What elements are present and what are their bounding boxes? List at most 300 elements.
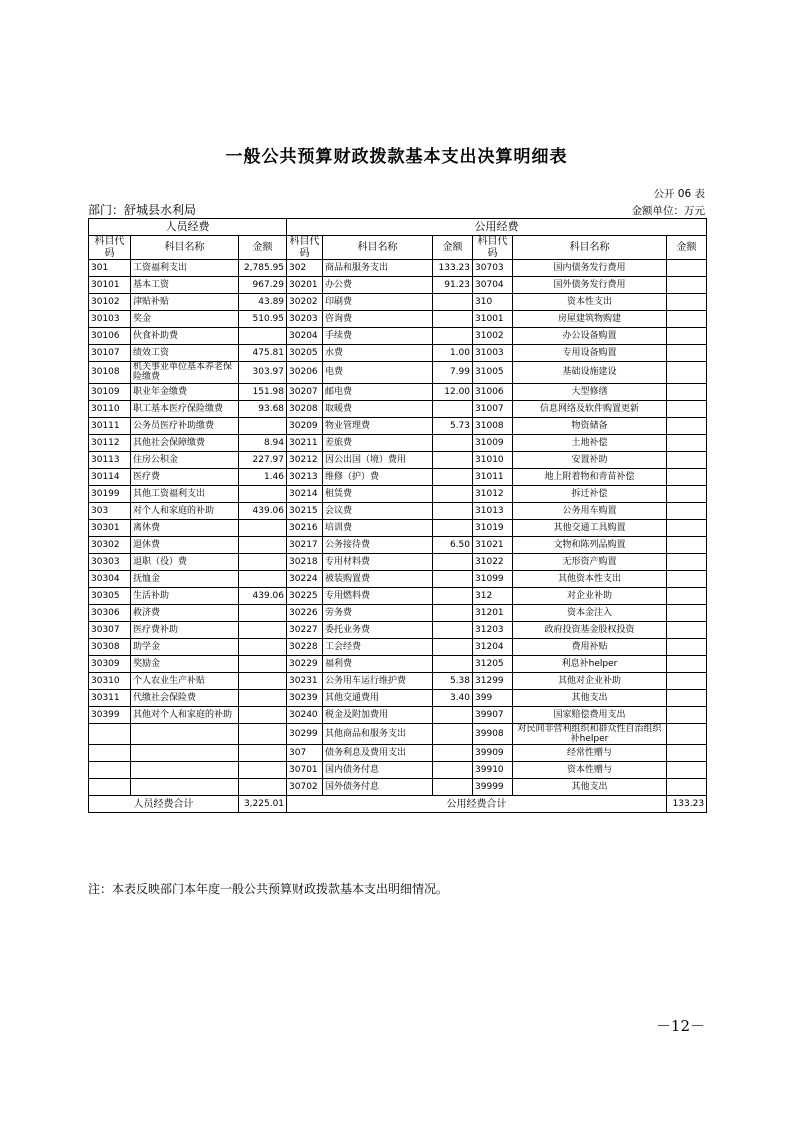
row-name-capital: 其他对企业补助 [513,672,667,689]
row-code-capital: 39907 [473,706,513,723]
row-name-personnel: 机关事业单位基本养老保险缴费 [131,362,239,384]
row-name-public: 印刷费 [323,294,433,311]
row-name-capital: 对企业补助 [513,587,667,604]
row-code-public: 30227 [287,621,323,638]
row-amount-public [433,294,473,311]
table-column-header-row [89,236,707,260]
row-amount-capital [667,383,707,400]
row-amount-capital [667,260,707,277]
row-amount-capital [667,689,707,706]
row-amount-public [433,502,473,519]
row-name-personnel: 助学金 [131,638,239,655]
row-amount-personnel [239,706,287,723]
row-name-public: 专用材料费 [323,553,433,570]
row-name-personnel: 津贴补贴 [131,294,239,311]
row-amount-public [433,638,473,655]
row-name-personnel: 绩效工资 [131,345,239,362]
table-row [89,468,707,485]
table-row [89,277,707,294]
header-code-3: 科目代码 [473,236,513,260]
table-row [89,434,707,451]
row-code-public: 30701 [287,762,323,779]
row-amount-personnel [239,672,287,689]
row-amount-personnel [239,536,287,553]
header-code-1: 科目代码 [89,236,131,260]
row-code-personnel: 30301 [89,519,131,536]
row-amount-capital [667,328,707,345]
table-row [89,779,707,796]
row-name-public: 福利费 [323,655,433,672]
row-code-public: 30231 [287,672,323,689]
row-name-public: 国内债务付息 [323,762,433,779]
row-name-capital: 其他支出 [513,689,667,706]
row-amount-personnel: 8.94 [239,434,287,451]
row-name-personnel: 其他工资福利支出 [131,485,239,502]
sheet-number: 公开 06 表 [653,188,705,200]
row-code-capital: 399 [473,689,513,706]
row-code-capital: 31012 [473,485,513,502]
row-code-public: 30299 [287,723,323,745]
department-name: 舒城县水利局 [124,203,197,217]
row-name-public: 国外债务付息 [323,779,433,796]
row-amount-public [433,400,473,417]
row-code-public: 30203 [287,311,323,328]
table-group-header-row [89,219,707,236]
row-code-capital: 31201 [473,604,513,621]
row-amount-personnel [239,328,287,345]
row-code-personnel: 30399 [89,706,131,723]
row-code-personnel: 30111 [89,417,131,434]
amount-unit-label: 金额单位：万元 [631,205,705,217]
row-code-public: 30214 [287,485,323,502]
row-name-capital: 信息网络及软件购置更新 [513,400,667,417]
row-name-public: 专用燃料费 [323,587,433,604]
total-public-value: 133.23 [667,796,707,813]
row-code-public: 30217 [287,536,323,553]
row-amount-personnel [239,638,287,655]
row-amount-public [433,745,473,762]
row-code-public: 30205 [287,345,323,362]
row-amount-personnel: 303.97 [239,362,287,384]
row-amount-personnel [239,621,287,638]
row-code-capital: 31022 [473,553,513,570]
page-number: －12－ [655,1017,705,1035]
row-name-capital: 安置补助 [513,451,667,468]
row-amount-public: 1.00 [433,345,473,362]
row-amount-capital [667,519,707,536]
row-name-personnel: 医疗费补助 [131,621,239,638]
row-code-public: 307 [287,745,323,762]
row-code-public: 30201 [287,277,323,294]
row-amount-personnel: 967.29 [239,277,287,294]
row-amount-personnel [239,485,287,502]
row-name-capital: 资本金注入 [513,604,667,621]
budget-detail-table [88,218,707,813]
row-amount-public [433,723,473,745]
row-amount-personnel: 439.06 [239,587,287,604]
row-code-public: 30207 [287,383,323,400]
table-row [89,451,707,468]
row-name-public: 因公出国（境）费用 [323,451,433,468]
table-row [89,260,707,277]
row-amount-personnel [239,604,287,621]
row-amount-personnel: 151.98 [239,383,287,400]
table-row [89,519,707,536]
table-row [89,570,707,587]
header-amount-3: 金额 [667,236,707,260]
table-note: 注：本表反映部门本年度一般公共预算财政拨款基本支出明细情况。 [88,882,449,896]
row-name-public: 税金及附加费用 [323,706,433,723]
header-amount-1: 金额 [239,236,287,260]
row-name-public: 劳务费 [323,604,433,621]
row-name-public: 邮电费 [323,383,433,400]
row-name-capital: 文物和陈列品购置 [513,536,667,553]
row-name-personnel: 公务员医疗补助缴费 [131,417,239,434]
row-name-public: 公务接待费 [323,536,433,553]
row-name-capital: 专用设备购置 [513,345,667,362]
row-code-personnel: 30307 [89,621,131,638]
row-name-personnel: 个人农业生产补贴 [131,672,239,689]
row-name-capital: 物资储备 [513,417,667,434]
row-name-public: 被装购置费 [323,570,433,587]
row-code-capital: 31007 [473,400,513,417]
row-code-public: 30216 [287,519,323,536]
row-amount-personnel: 475.81 [239,345,287,362]
row-name-capital: 资本性支出 [513,294,667,311]
row-name-capital: 其他交通工具购置 [513,519,667,536]
table-row [89,745,707,762]
row-amount-public [433,485,473,502]
row-code-personnel: 30103 [89,311,131,328]
row-code-capital: 30704 [473,277,513,294]
row-amount-personnel [239,417,287,434]
row-amount-capital [667,468,707,485]
row-amount-public [433,451,473,468]
row-amount-public [433,779,473,796]
row-name-capital: 国外债务发行费用 [513,277,667,294]
table-row [89,485,707,502]
table-row [89,328,707,345]
table-row [89,536,707,553]
row-amount-capital [667,570,707,587]
row-amount-personnel: 227.97 [239,451,287,468]
row-code-personnel: 30311 [89,689,131,706]
row-name-public: 电费 [323,362,433,384]
row-name-capital: 办公设备购置 [513,328,667,345]
row-name-capital: 其他支出 [513,779,667,796]
table-row [89,417,707,434]
row-name-personnel: 工资福利支出 [131,260,239,277]
row-name-public: 水费 [323,345,433,362]
total-personnel-value: 3,225.01 [239,796,287,813]
row-amount-personnel [239,779,287,796]
total-public-label: 公用经费合计 [287,796,667,813]
row-amount-capital [667,362,707,384]
row-name-public: 商品和服务支出 [323,260,433,277]
row-code-public: 30204 [287,328,323,345]
row-amount-personnel [239,762,287,779]
row-amount-personnel [239,745,287,762]
row-name-personnel: 伙食补助费 [131,328,239,345]
row-code-personnel: 30114 [89,468,131,485]
row-amount-capital [667,779,707,796]
row-amount-personnel [239,689,287,706]
row-name-public: 差旅费 [323,434,433,451]
row-amount-personnel: 510.95 [239,311,287,328]
row-amount-capital [667,672,707,689]
row-name-capital: 政府投资基金股权投资 [513,621,667,638]
row-amount-public [433,553,473,570]
row-amount-capital [667,400,707,417]
row-name-public: 债务利息及费用支出 [323,745,433,762]
row-code-personnel: 30107 [89,345,131,362]
table-row [89,383,707,400]
row-amount-public: 133.23 [433,260,473,277]
row-amount-capital [667,621,707,638]
row-code-capital: 310 [473,294,513,311]
row-code-personnel: 30199 [89,485,131,502]
row-name-capital: 公务用车购置 [513,502,667,519]
row-code-personnel: 30303 [89,553,131,570]
row-code-capital: 39909 [473,745,513,762]
header-name-2: 科目名称 [323,236,433,260]
row-code-public: 30240 [287,706,323,723]
row-name-capital: 大型修缮 [513,383,667,400]
table-row [89,672,707,689]
row-code-public: 30212 [287,451,323,468]
row-code-public: 30224 [287,570,323,587]
row-code-capital: 31005 [473,362,513,384]
row-amount-public: 7.99 [433,362,473,384]
row-name-capital: 国家赔偿费用支出 [513,706,667,723]
row-amount-capital [667,587,707,604]
row-amount-capital [667,345,707,362]
row-name-personnel: 职工基本医疗保险缴费 [131,400,239,417]
row-code-personnel: 30102 [89,294,131,311]
row-name-capital: 地上附着物和青苗补偿 [513,468,667,485]
row-code-public: 30702 [287,779,323,796]
row-amount-public [433,434,473,451]
row-name-personnel [131,779,239,796]
row-name-capital: 资本性赠与 [513,762,667,779]
row-amount-public: 5.73 [433,417,473,434]
row-code-personnel [89,745,131,762]
row-code-capital: 31001 [473,311,513,328]
row-code-capital: 39999 [473,779,513,796]
row-name-personnel: 对个人和家庭的补助 [131,502,239,519]
row-code-personnel: 30109 [89,383,131,400]
row-name-personnel: 退休费 [131,536,239,553]
row-name-personnel: 抚恤金 [131,570,239,587]
row-amount-public [433,587,473,604]
row-name-public: 物业管理费 [323,417,433,434]
table-row [89,638,707,655]
page-title: 一般公共预算财政拨款基本支出决算明细表 [225,147,568,167]
row-amount-public [433,762,473,779]
header-amount-2: 金额 [433,236,473,260]
row-amount-public: 3.40 [433,689,473,706]
row-name-capital: 利息补helper [513,655,667,672]
row-code-capital: 31011 [473,468,513,485]
row-name-public: 委托业务费 [323,621,433,638]
row-name-personnel [131,745,239,762]
row-name-personnel: 奖金 [131,311,239,328]
row-amount-public [433,706,473,723]
row-code-personnel: 30304 [89,570,131,587]
row-name-personnel [131,723,239,745]
table-row [89,587,707,604]
row-code-personnel: 30302 [89,536,131,553]
table-row [89,723,707,745]
table-total-row [89,796,707,813]
row-amount-capital [667,536,707,553]
row-amount-public [433,328,473,345]
row-code-capital: 31019 [473,519,513,536]
row-code-public: 30209 [287,417,323,434]
table-row [89,706,707,723]
row-amount-personnel [239,655,287,672]
row-code-capital: 39908 [473,723,513,745]
table-row [89,502,707,519]
total-personnel-label: 人员经费合计 [89,796,239,813]
row-code-capital: 31021 [473,536,513,553]
row-code-personnel [89,723,131,745]
row-code-personnel [89,762,131,779]
row-name-public: 会议费 [323,502,433,519]
row-code-personnel: 303 [89,502,131,519]
row-code-public: 30226 [287,604,323,621]
row-name-personnel: 离休费 [131,519,239,536]
row-name-capital: 经常性赠与 [513,745,667,762]
row-amount-public [433,604,473,621]
row-code-personnel: 301 [89,260,131,277]
row-name-capital: 土地补偿 [513,434,667,451]
row-code-personnel: 30101 [89,277,131,294]
table-row [89,655,707,672]
row-code-public: 30202 [287,294,323,311]
row-name-public: 手续费 [323,328,433,345]
row-code-capital: 31010 [473,451,513,468]
row-name-personnel: 生活补助 [131,587,239,604]
row-code-public: 30229 [287,655,323,672]
row-code-public: 30218 [287,553,323,570]
row-name-personnel: 退职（役）费 [131,553,239,570]
row-code-capital: 312 [473,587,513,604]
row-code-public: 30239 [287,689,323,706]
row-name-capital: 房屋建筑物购建 [513,311,667,328]
table-row [89,311,707,328]
row-code-capital: 31009 [473,434,513,451]
table-row [89,604,707,621]
row-amount-capital [667,745,707,762]
row-code-public: 30208 [287,400,323,417]
row-amount-capital [667,638,707,655]
row-amount-personnel [239,553,287,570]
row-amount-public [433,621,473,638]
row-name-public: 租赁费 [323,485,433,502]
row-name-public: 维修（护）费 [323,468,433,485]
row-code-capital: 31299 [473,672,513,689]
row-name-capital: 其他资本性支出 [513,570,667,587]
row-code-capital: 31204 [473,638,513,655]
row-amount-capital [667,723,707,745]
row-code-personnel: 30110 [89,400,131,417]
row-code-personnel: 30112 [89,434,131,451]
table-row [89,762,707,779]
row-name-capital: 对民间非营利组织和群众性自治组织补helper [513,723,667,745]
row-amount-public: 12.00 [433,383,473,400]
row-name-public: 取暖费 [323,400,433,417]
row-code-personnel: 30106 [89,328,131,345]
row-code-personnel [89,779,131,796]
row-name-public: 其他商品和服务支出 [323,723,433,745]
row-code-public: 30215 [287,502,323,519]
table-row [89,362,707,384]
row-name-capital: 国内债务发行费用 [513,260,667,277]
table-row [89,345,707,362]
row-amount-personnel [239,570,287,587]
row-amount-capital [667,502,707,519]
row-name-personnel: 住房公积金 [131,451,239,468]
row-amount-public: 6.50 [433,536,473,553]
row-name-personnel: 职业年金缴费 [131,383,239,400]
row-code-public: 302 [287,260,323,277]
row-amount-capital [667,706,707,723]
row-amount-public [433,468,473,485]
row-amount-capital [667,451,707,468]
row-amount-personnel: 93.68 [239,400,287,417]
row-amount-public [433,570,473,587]
row-code-personnel: 30308 [89,638,131,655]
row-name-public: 公务用车运行维护费 [323,672,433,689]
row-name-capital: 无形资产购置 [513,553,667,570]
row-code-capital: 31006 [473,383,513,400]
row-code-personnel: 30108 [89,362,131,384]
row-amount-capital [667,655,707,672]
row-code-capital: 31203 [473,621,513,638]
table-row [89,553,707,570]
row-code-public: 30211 [287,434,323,451]
row-name-public: 工会经费 [323,638,433,655]
row-amount-capital [667,604,707,621]
row-amount-personnel: 43.89 [239,294,287,311]
row-name-personnel: 奖励金 [131,655,239,672]
row-name-personnel: 医疗费 [131,468,239,485]
row-code-personnel: 30305 [89,587,131,604]
row-amount-capital [667,553,707,570]
row-code-public: 30213 [287,468,323,485]
row-amount-capital [667,417,707,434]
group-header-personnel: 人员经费 [89,219,287,236]
row-amount-capital [667,311,707,328]
row-name-capital: 基础设施建设 [513,362,667,384]
row-code-personnel: 30306 [89,604,131,621]
row-name-capital: 费用补贴 [513,638,667,655]
row-amount-capital [667,434,707,451]
row-code-capital: 31013 [473,502,513,519]
row-code-personnel: 30310 [89,672,131,689]
table-row [89,621,707,638]
row-amount-public: 5.38 [433,672,473,689]
row-amount-personnel: 2,785.95 [239,260,287,277]
row-amount-public: 91.23 [433,277,473,294]
row-code-public: 30206 [287,362,323,384]
row-amount-capital [667,277,707,294]
row-name-public: 办公费 [323,277,433,294]
row-amount-personnel [239,723,287,745]
row-code-capital: 30703 [473,260,513,277]
header-code-2: 科目代码 [287,236,323,260]
